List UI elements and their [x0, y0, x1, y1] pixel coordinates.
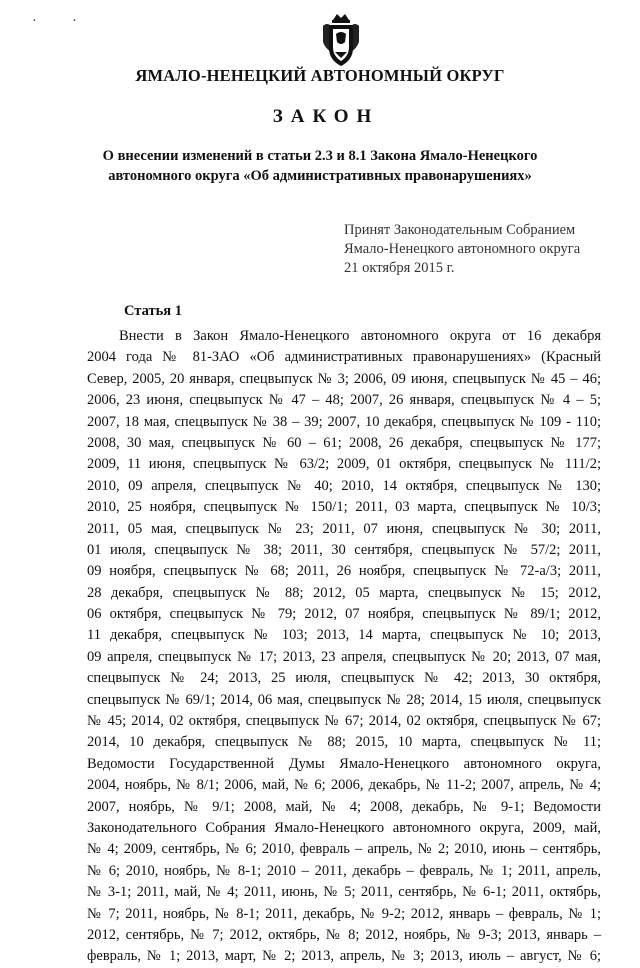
- body-line: спецвыпуск № 24; 2013, 25 июля, спецвыпуск № 42; 2013, 30 октября,: [87, 670, 601, 687]
- document-type-heading: ЗАКОН: [272, 106, 380, 127]
- body-line: Внести в Закон Ямало-Ненецкого автономного округа от 16 декабря: [119, 328, 601, 344]
- body-line: 2007, 18 мая, спецвыпуск № 38 – 39; 2007, 10 декабря, спецвыпуск № 109 - 110;: [87, 413, 601, 430]
- body-line: № 3-1; 2011, май, № 4; 2011, июнь, № 5; 2011, сентябрь, № 6-1; 2011, октябрь,: [87, 884, 601, 901]
- body-line: № 6; 2010, ноябрь, № 8-1; 2010 – 2011, декабрь – февраль, № 1; 2011, апрель,: [87, 862, 601, 879]
- body-line: 2011, 05 мая, спецвыпуск № 23; 2011, 07 июня, спецвыпуск № 30; 2011,: [87, 520, 601, 537]
- corner-mark: · ·: [32, 14, 93, 29]
- body-line: 11 декабря, спецвыпуск № 103; 2013, 14 марта, спецвыпуск № 10; 2013,: [87, 627, 601, 644]
- adoption-line: Ямало-Ненецкого автономного округа: [344, 241, 581, 257]
- adoption-note: [344, 221, 580, 278]
- article-body: [87, 326, 601, 968]
- article-heading: Статья 1: [124, 303, 182, 319]
- body-line: Законодательного Собрания Ямало-Ненецкого автономного округа, 2009, май,: [87, 819, 601, 836]
- subtitle-line: О внесении изменений в статьи 2.3 и 8.1 Закона Ямало-Ненецкого: [102, 148, 538, 164]
- body-line: Ведомости Государственной Думы Ямало-Ненецкого автономного округа,: [87, 755, 601, 772]
- body-line: 2010, 09 апреля, спецвыпуск № 40; 2010, 14 октября, спецвыпуск № 130;: [87, 477, 601, 494]
- body-line: 2006, 23 июня, спецвыпуск № 47 – 48; 2007, 26 января, спецвыпуск № 4 – 5;: [87, 392, 601, 409]
- coat-of-arms-icon: [319, 12, 363, 68]
- body-line: 06 октября, спецвыпуск № 79; 2012, 07 ноября, спецвыпуск № 89/1; 2012,: [87, 606, 601, 623]
- body-line: 2014, 10 декабря, спецвыпуск № 88; 2015, 10 марта, спецвыпуск № 11;: [87, 734, 601, 751]
- body-line: 2009, 11 июня, спецвыпуск № 63/2; 2009, 01 октября, спецвыпуск № 111/2;: [87, 456, 601, 473]
- body-line: 01 июля, спецвыпуск № 38; 2011, 30 сентября, спецвыпуск № 57/2; 2011,: [87, 541, 601, 558]
- region-title: ЯМАЛО-НЕНЕЦКИЙ АВТОНОМНЫЙ ОКРУГ: [135, 66, 505, 85]
- body-line: 2007, ноябрь, № 9/1; 2008, май, № 4; 2008, декабрь, № 9-1; Ведомости: [87, 798, 601, 815]
- body-line: 2004, ноябрь, № 8/1; 2006, май, № 6; 2006, декабрь, № 11-2; 2007, апрель, № 4;: [87, 777, 601, 794]
- body-line: № 4; 2009, сентябрь, № 6; 2010, февраль – апрель, № 2; 2010, июнь – сентябрь,: [87, 841, 601, 858]
- subtitle-line: автономного округа «Об административных правонарушениях»: [108, 168, 532, 184]
- adoption-line: Принят Законодательным Собранием: [344, 222, 576, 238]
- body-line: 2010, 25 ноября, спецвыпуск № 150/1; 2011, 03 марта, спецвыпуск № 10/3;: [87, 499, 601, 516]
- adoption-line: 21 октября 2015 г.: [344, 260, 455, 276]
- body-line: 2008, 30 мая, спецвыпуск № 60 – 61; 2008, 26 декабря, спецвыпуск № 177;: [87, 434, 601, 451]
- body-line: № 7; 2011, ноябрь, № 8-1; 2011, декабрь, № 9-2; 2012, январь – февраль, № 1;: [87, 905, 601, 922]
- body-line: № 45; 2014, 02 октября, спецвыпуск № 67; 2014, 02 октября, спецвыпуск № 67;: [87, 713, 601, 730]
- body-line: 2012, сентябрь, № 7; 2012, октябрь, № 8; 2012, ноябрь, № 9-3; 2013, январь –: [87, 926, 601, 943]
- body-line: спецвыпуск № 69/1; 2014, 06 мая, спецвыпуск № 28; 2014, 15 июля, спецвыпуск: [87, 691, 601, 708]
- body-line: Север, 2005, 20 января, спецвыпуск № 3; 2006, 09 июня, спецвыпуск № 45 – 46;: [87, 370, 601, 387]
- law-subtitle: [0, 146, 640, 186]
- body-line: 28 декабря, спецвыпуск № 88; 2012, 05 марта, спецвыпуск № 15; 2012,: [87, 584, 601, 601]
- body-line: 09 ноября, спецвыпуск № 68; 2011, 26 ноября, спецвыпуск № 72-а/3; 2011,: [87, 563, 601, 580]
- body-line: 09 апреля, спецвыпуск № 17; 2013, 23 апреля, спецвыпуск № 20; 2013, 07 мая,: [87, 648, 601, 665]
- body-line: 2004 года № 81-ЗАО «Об административных правонарушениях» (Красный: [87, 349, 601, 366]
- body-line: февраль, № 1; 2013, март, № 2; 2013, апрель, № 3; 2013, июль – август, № 6;: [87, 948, 601, 965]
